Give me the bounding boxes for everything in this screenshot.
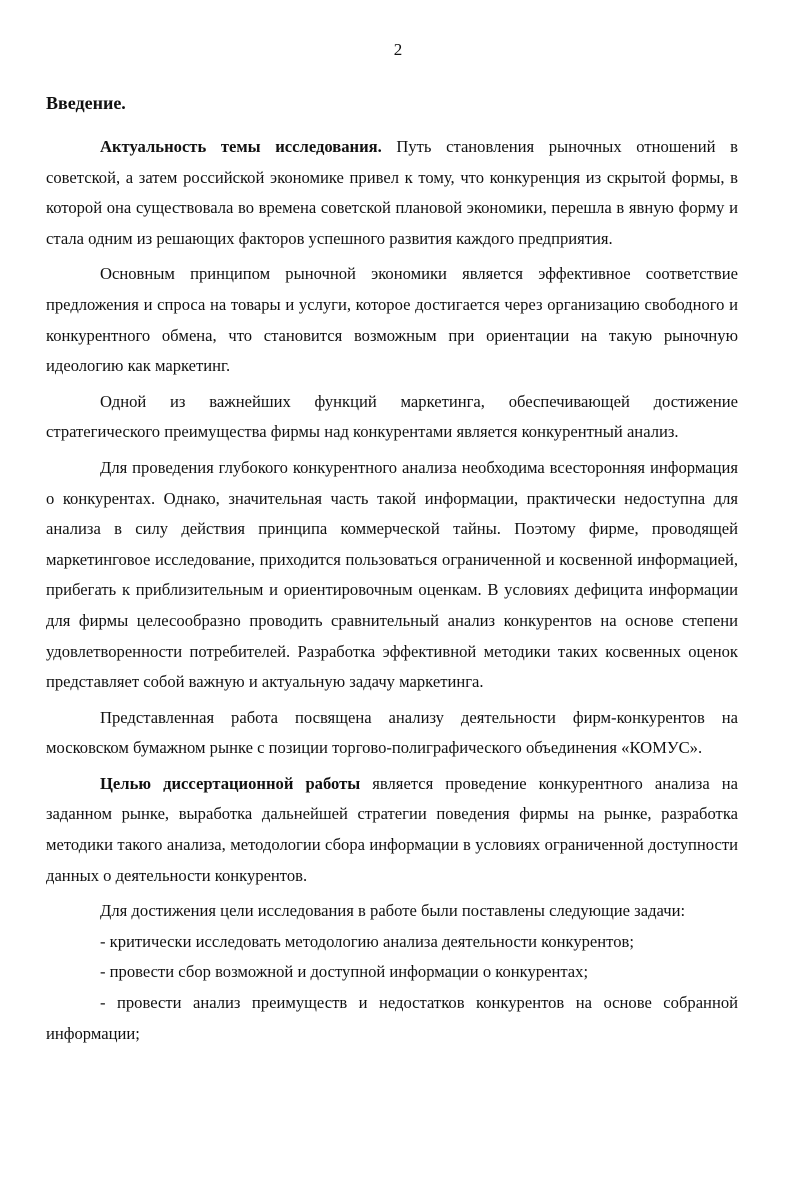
page-number: 2	[393, 40, 403, 59]
paragraph-marketing-function: Одной из важнейших функций маркетинга, обеспечивающей достижение стратегического преимущества фирмы над конкурентами является конкурентный анализ.	[46, 391, 738, 442]
document-body	[46, 132, 738, 1049]
paragraph-relevance	[46, 132, 738, 254]
paragraph-tasks-intro: Для достижения цели исследования в работе были поставлены следующие задачи:	[100, 901, 686, 921]
paragraph-goal	[46, 769, 738, 891]
paragraph-market-principle: Основным принципом рыночной экономики является эффективное соответствие предложения и спроса на товары и услуги, которое достигается через организацию свободного и конкурентного обмена, что становится возможным при ориентации на такую рыночную идеологию как маркетинг.	[46, 264, 738, 376]
paragraph-work-scope: Представленная работа посвящена анализу деятельности фирм-конкурентов на московском бумажном рынке с позиции торгово-полиграфического объединения «КОМУС».	[46, 707, 738, 758]
page-heading: Введение.	[46, 93, 126, 113]
task-list-item: - провести анализ преимуществ и недостатков конкурентов на основе собранной информации;	[46, 993, 738, 1043]
task-list-item: - провести сбор возможной и доступной информации о конкурентах;	[100, 962, 589, 982]
paragraph-lead: Актуальность темы исследования.	[100, 137, 382, 156]
paragraph-text: является проведение конкурентного анализа на заданном рынке, выработка дальнейшей стратегии поведения фирмы на рынке, разработка методики такого анализа, методологии сбора информации в условиях ограниченной доступности данных о деятельности конкурентов.	[46, 773, 738, 885]
paragraph-lead: Целью диссертационной работы	[100, 773, 361, 793]
task-list-item: - критически исследовать методологию анализа деятельности конкурентов;	[100, 931, 634, 951]
paragraph-text: Путь становления рыночных отношений в советской, а затем российской экономике привел к тому, что конкуренция из скрытой формы, в которой она существовала во времена советской плановой экономики, перешла в явную форму и стала одним из решающих факторов успешного развития каждого предприятия.	[46, 137, 738, 248]
paragraph-competitive-analysis: Для проведения глубокого конкурентного анализа необходима всесторонняя информация о конкурентах. Однако, значительная часть такой информации, практически недоступна для анализа в силу действия принципа коммерческой тайны. Поэтому фирме, проводящей маркетинговое исследование, приходится пользоваться ограниченной и косвенной информацией, прибегать к приблизительным и ориентировочным оценкам. В условиях дефицита информации для фирмы целесообразно проводить сравнительный анализ конкурентов на основе степени удовлетворенности потребителей. Разработка эффективной методики таких косвенных оценок представляет собой важную и актуальную задачу маркетинга.	[46, 457, 738, 692]
